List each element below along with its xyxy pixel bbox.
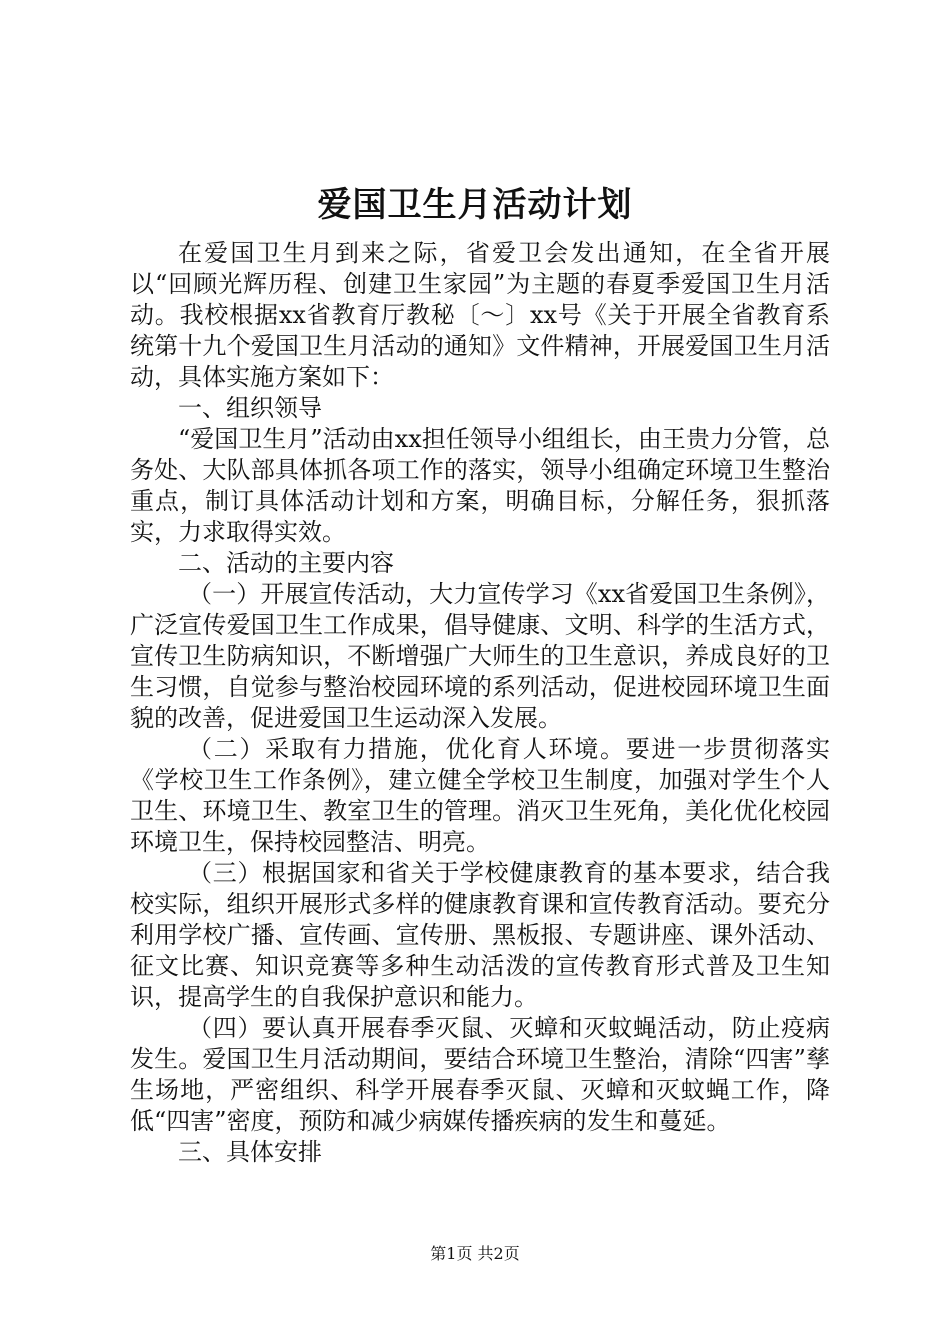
section-heading-arrangement: 三、具体安排: [178, 1138, 322, 1166]
section-heading-organization: 一、组织领导: [178, 394, 322, 422]
document-title: 爱国卫生月活动计划: [317, 185, 633, 225]
page-number-footer: 第1页 共2页: [430, 1244, 520, 1263]
section-heading-contents: 二、活动的主要内容: [178, 549, 394, 577]
intro-paragraph: 在爱国卫生月到来之际，省爱卫会发出通知，在全省开展以“回顾光辉历程、创建卫生家园”为主题的春夏季爱国卫生月活动。我校根据xx省教育厅教秘〔～〕xx号《关于开展全省教育系统第十九个爱国卫生月活动的通知》文件精神，开展爱国卫生月活动，具体实施方案如下：: [130, 239, 830, 391]
content-item-3: （三）根据国家和省关于学校健康教育的基本要求，结合我校实际，组织开展形式多样的健康教育课和宣传教育活动。要充分利用学校广播、宣传画、宣传册、黑板报、专题讲座、课外活动、征文比赛、知识竞赛等多种生动活泼的宣传教育形式普及卫生知识，提高学生的自我保护意识和能力。: [130, 859, 830, 1011]
content-item-4: （四）要认真开展春季灭鼠、灭蟑和灭蚊蝇活动，防止疫病发生。爱国卫生月活动期间，要结合环境卫生整治，清除“四害”孳生场地，严密组织、科学开展春季灭鼠、灭蟑和灭蚊蝇工作，降低“四害”密度，预防和减少病媒传播疾病的发生和蔓延。: [130, 1014, 830, 1135]
content-item-2: （二）采取有力措施，优化育人环境。要进一步贯彻落实《学校卫生工作条例》，建立健全学校卫生制度，加强对学生个人卫生、环境卫生、教室卫生的管理。消灭卫生死角，美化优化校园环境卫生，保持校园整洁、明亮。: [130, 735, 830, 856]
organization-paragraph: “爱国卫生月”活动由xx担任领导小组组长，由王贵力分管，总务处、大队部具体抓各项工作的落实，领导小组确定环境卫生整治重点，制订具体活动计划和方案，明确目标，分解任务，狠抓落实，力求取得实效。: [130, 425, 830, 546]
document-body: [130, 238, 830, 1168]
content-item-1: （一）开展宣传活动，大力宣传学习《xx省爱国卫生条例》，广泛宣传爱国卫生工作成果，倡导健康、文明、科学的生活方式，宣传卫生防病知识，不断增强广大师生的卫生意识，养成良好的卫生习惯，自觉参与整治校园环境的系列活动，促进校园环境卫生面貌的改善，促进爱国卫生运动深入发展。: [130, 580, 830, 732]
